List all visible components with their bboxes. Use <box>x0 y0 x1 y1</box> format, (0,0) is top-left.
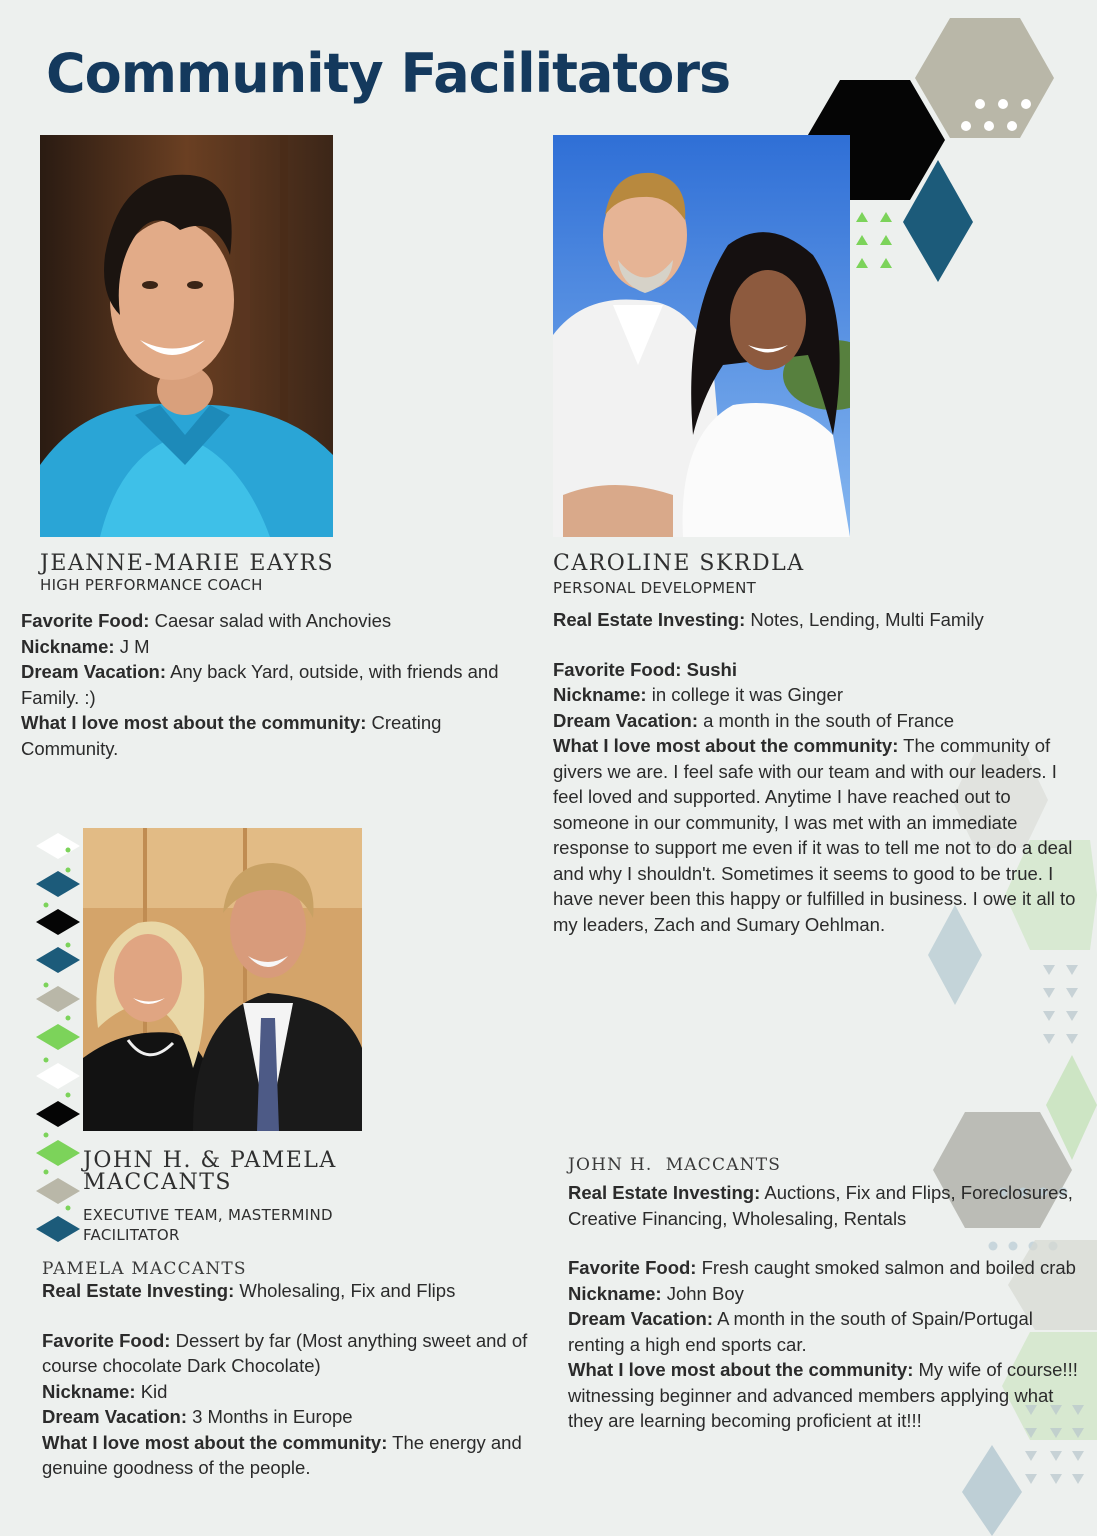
person-role-caroline: PERSONAL DEVELOPMENT <box>553 579 757 597</box>
favorite-food-line: Favorite Food: Fresh caught smoked salmon and boiled crab <box>568 1257 1076 1278</box>
nickname-line: Nickname: John Boy <box>568 1282 744 1304</box>
person-name-jeanne-marie: JEANNE-MARIE EAYRS <box>40 551 335 576</box>
love-community-line: What I love most about the community: My wife of course!!! witnessing beginner and advanced members applying what they are learning becoming proficient at it!!! <box>568 1359 1078 1431</box>
real-estate-investing-line: Real Estate Investing: Wholesaling, Fix and Flips <box>42 1280 456 1301</box>
dream-vacation-line: Dream Vacation: Any back Yard, outside, with friends and Family. :) <box>21 661 499 708</box>
person-role-maccants: EXECUTIVE TEAM, MASTERMIND FACILITATOR <box>83 1206 333 1244</box>
info-pamela <box>42 1278 547 1481</box>
favorite-food-line: Favorite Food: Caesar salad with Anchovies <box>21 610 392 631</box>
person-name-caroline: CAROLINE SKRDLA <box>553 551 805 576</box>
person-name-maccants: JOHN H. & PAMELA MACCANTS <box>83 1148 337 1195</box>
nickname-line: Nickname: Kid <box>42 1380 168 1402</box>
favorite-food-line: Favorite Food: Sushi <box>553 658 737 680</box>
nickname-line: Nickname: J M <box>21 635 150 657</box>
photo-john-pamela <box>83 828 362 1131</box>
real-estate-investing-line: Real Estate Investing: Notes, Lending, Multi Family <box>553 609 984 630</box>
left-diamond-column <box>36 833 80 1242</box>
info-jeanne-marie <box>21 608 533 761</box>
gray-hexagon-shape <box>915 18 1054 138</box>
person-name-pamela: PAMELA MACCANTS <box>42 1259 247 1279</box>
person-role-jeanne-marie: HIGH PERFORMANCE COACH <box>40 576 263 594</box>
love-community-line: What I love most about the community: The community of givers we are. I feel safe with our team and with our leaders. I feel loved and supported. Anytime I have reached out to someone in our community, I was met with an immediate response to support me even if it was to tell me not to do a deal and why I shouldn't. Sometimes it seems to good to be true. I have never been this happy or fulfilled in business. I owe it all to my leaders, Zach and Sumary Oehlman. <box>553 735 1076 935</box>
nickname-line: Nickname: in college it was Ginger <box>553 684 843 705</box>
person-name-john: JOHN H. MACCANTS <box>568 1155 782 1175</box>
page-title: Community Facilitators <box>46 42 731 105</box>
faint-triangles-pattern <box>1043 965 1078 1044</box>
dream-vacation-line: Dream Vacation: a month in the south of France <box>553 709 955 731</box>
real-estate-investing-line: Real Estate Investing: Auctions, Fix and Flips, Foreclosures, Creative Financing, Wholesaling, Rentals <box>568 1182 1073 1229</box>
faint-teal-diamond-lower-shape <box>962 1445 1022 1536</box>
photo-caroline <box>553 135 850 537</box>
favorite-food-line: Favorite Food: Dessert by far (Most anything sweet and of course chocolate Dark Chocolate) <box>42 1329 528 1376</box>
dream-vacation-line: Dream Vacation: A month in the south of Spain/Portugal renting a high end sports car. <box>568 1308 1033 1355</box>
love-community-line: What I love most about the community: The energy and genuine goodness of the people. <box>42 1431 522 1478</box>
dream-vacation-line: Dream Vacation: 3 Months in Europe <box>42 1406 353 1427</box>
info-caroline <box>553 607 1083 937</box>
love-community-line: What I love most about the community: Creating Community. <box>21 712 442 759</box>
photo-jeanne-marie <box>40 135 333 537</box>
info-john <box>568 1180 1083 1434</box>
